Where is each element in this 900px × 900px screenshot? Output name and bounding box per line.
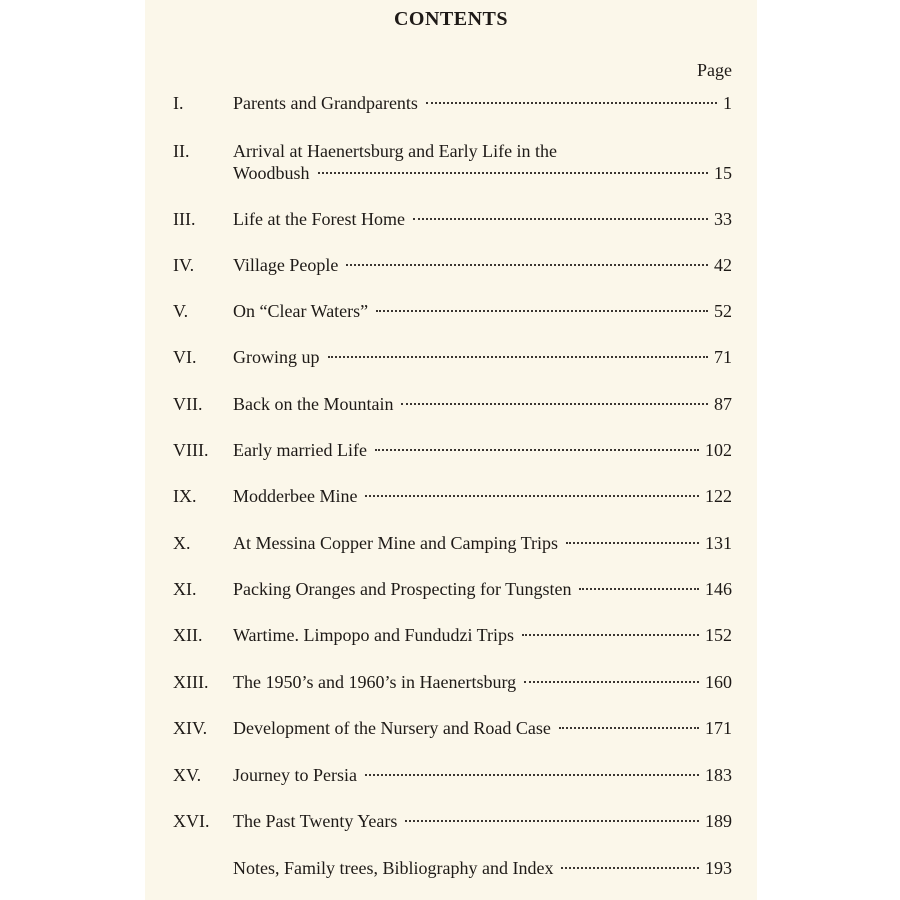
chapter-title: On “Clear Waters”	[233, 301, 369, 321]
chapter-number: XVI.	[173, 811, 210, 831]
chapter-number: XV.	[173, 765, 202, 785]
chapter-number: XIV.	[173, 718, 208, 738]
page-column-header: Page	[697, 60, 732, 80]
chapter-title: Wartime. Limpopo and Fundudzi Trips	[233, 625, 515, 645]
dot-leader	[405, 820, 699, 822]
dot-leader	[328, 356, 709, 358]
chapter-title: Development of the Nursery and Road Case	[233, 718, 551, 738]
chapter-title: Packing Oranges and Prospecting for Tungsten	[233, 579, 572, 599]
chapter-number: VIII.	[173, 440, 209, 460]
chapter-number: III.	[173, 209, 196, 229]
chapter-title-line-1: Arrival at Haenertsburg and Early Life in the	[233, 141, 558, 161]
page-number: 33	[714, 209, 732, 229]
dot-leader	[426, 102, 717, 104]
chapter-number: IV.	[173, 255, 195, 275]
chapter-number: I.	[173, 93, 184, 113]
page-number: 152	[705, 625, 732, 645]
page-number: 15	[714, 163, 732, 183]
page-number: 171	[705, 718, 732, 738]
page-number: 122	[705, 486, 732, 506]
dot-leader	[318, 172, 708, 174]
chapter-number: VI.	[173, 347, 197, 367]
page-number: 71	[714, 347, 732, 367]
page-number: 131	[705, 533, 732, 553]
page-number: 160	[705, 672, 732, 692]
page-number: 146	[705, 579, 732, 599]
dot-leader	[346, 264, 708, 266]
chapter-number: VII.	[173, 394, 203, 414]
chapter-number: XI.	[173, 579, 197, 599]
chapter-title: Woodbush	[233, 163, 310, 183]
dot-leader	[524, 681, 699, 683]
dot-leader	[522, 634, 699, 636]
book-page	[145, 0, 757, 900]
chapter-number: XII.	[173, 625, 203, 645]
dot-leader	[413, 218, 708, 220]
chapter-title: Notes, Family trees, Bibliography and Index	[233, 858, 554, 878]
chapter-number: XIII.	[173, 672, 209, 692]
chapter-title: Growing up	[233, 347, 320, 367]
dot-leader	[561, 867, 699, 869]
dot-leader	[365, 495, 699, 497]
dot-leader	[579, 588, 699, 590]
page-number: 189	[705, 811, 732, 831]
chapter-title: Parents and Grandparents	[233, 93, 418, 113]
chapter-title: Back on the Mountain	[233, 394, 394, 414]
chapter-title: At Messina Copper Mine and Camping Trips	[233, 533, 559, 553]
page-number: 183	[705, 765, 732, 785]
chapter-title: Life at the Forest Home	[233, 209, 405, 229]
dot-leader	[566, 542, 699, 544]
page-number: 87	[714, 394, 732, 414]
chapter-number: II.	[173, 141, 190, 161]
chapter-title: Village People	[233, 255, 339, 275]
dot-leader	[401, 403, 708, 405]
dot-leader	[375, 449, 699, 451]
chapter-number: X.	[173, 533, 191, 553]
chapter-title: Modderbee Mine	[233, 486, 358, 506]
chapter-title: The Past Twenty Years	[233, 811, 398, 831]
page-number: 102	[705, 440, 732, 460]
dot-leader	[376, 310, 708, 312]
chapter-title: Journey to Persia	[233, 765, 357, 785]
page-number: 193	[705, 858, 732, 878]
chapter-number: V.	[173, 301, 189, 321]
page-title: CONTENTS	[393, 8, 509, 30]
dot-leader	[559, 727, 699, 729]
page-number: 1	[723, 93, 732, 113]
dot-leader	[365, 774, 699, 776]
chapter-number: IX.	[173, 486, 197, 506]
chapter-title: The 1950’s and 1960’s in Haenertsburg	[233, 672, 517, 692]
page-number: 42	[714, 255, 732, 275]
page-number: 52	[714, 301, 732, 321]
chapter-title: Early married Life	[233, 440, 367, 460]
